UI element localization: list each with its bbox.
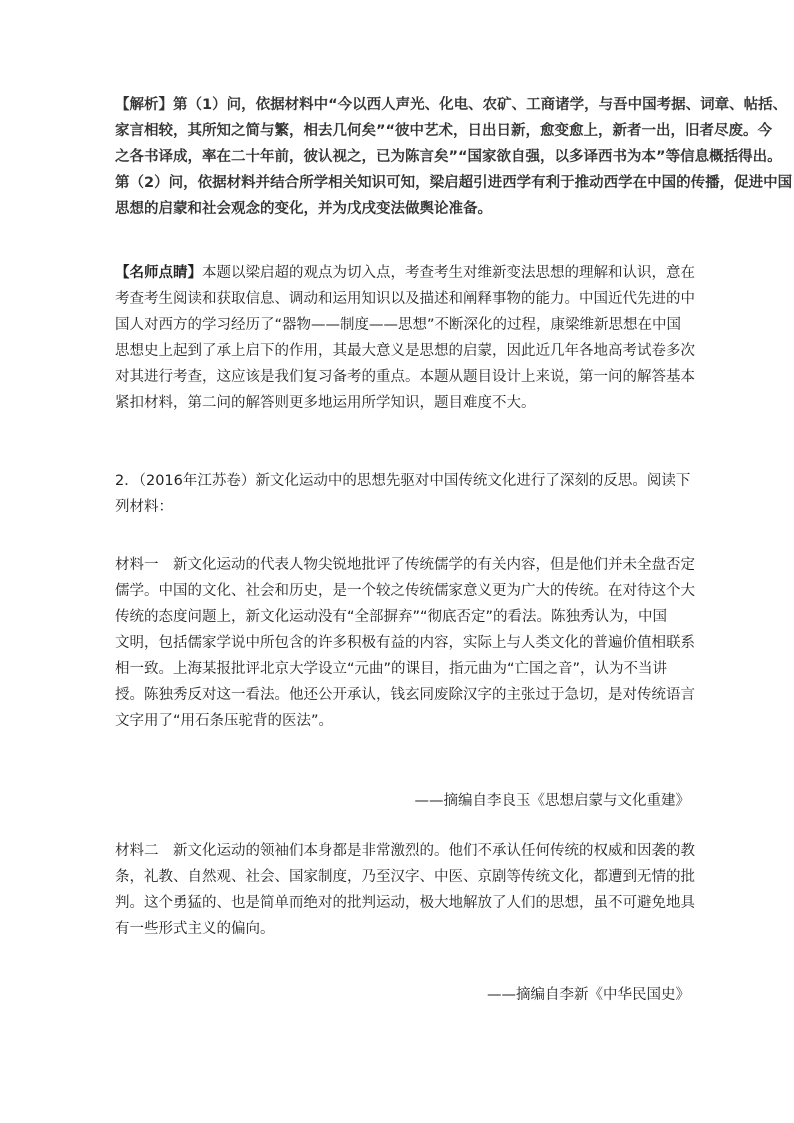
material-two-line-1: 材料二 新文化运动的领袖们本身都是非常激烈的。他们不承认任何传统的权威和因袭的教	[115, 843, 695, 859]
question-section	[115, 468, 691, 520]
teacher-tip-line-4: 思想史上起到了承上启下的作用，其最大意义是思想的启蒙，因此近几年各地高考试卷多次	[115, 343, 695, 359]
material-one-line-1: 材料一 新文化运动的代表人物尖锐地批评了传统儒学的有关内容，但是他们并未全盘否定	[115, 557, 695, 573]
analysis-line-1: 【解析】第（1）问，依据材料中“今以西人声光、化电、农矿、工商诸学，与吾中国考据、词章、帖括、	[115, 97, 788, 113]
material-two-source: ——摘编自李新《中华民国史》	[487, 987, 690, 1003]
teacher-tip-line-1: 【名师点睛】本题以梁启超的观点为切入点，考查考生对维新变法思想的理解和认识，意在	[115, 265, 695, 281]
analysis-section	[115, 92, 793, 222]
analysis-line-2: 家言相较，其所知之简与繁，相去几何矣”“彼中艺术，日出日新，愈变愈上，新者一出，旧者尽废。今	[115, 123, 773, 139]
material-one-line-4: 文明，包括儒家学说中所包含的许多积极有益的内容，实际上与人类文化的普遍价值相联系	[115, 635, 695, 651]
material-two-line-3: 判。这个勇猛的、也是简单而绝对的批判运动，极大地解放了人们的思想，虽不可避免地具	[115, 895, 695, 911]
analysis-line-3: 之各书译成，率在二十年前，彼认视之，已为陈言矣”“国家欲自强，以多译西书为本”等信息概括得出。	[115, 149, 782, 165]
teacher-tip-line-2: 考查考生阅读和获取信息、调动和运用知识以及描述和阐释事物的能力。中国近代先进的中	[115, 291, 695, 307]
material-one-line-7: 文字用了“用石条压驼背的医法”。	[115, 713, 334, 729]
analysis-line-5: 思想的启蒙和社会观念的变化，并为戊戌变法做舆论准备。	[115, 201, 492, 217]
material-one-line-3: 传统的态度问题上，新文化运动没有“全部摒弃”“彻底否定”的看法。陈独秀认为，中国	[115, 609, 668, 625]
material-two-section	[115, 838, 695, 942]
material-one-source: ——摘编自李良玉《思想启蒙与文化重建》	[414, 793, 690, 809]
material-one-section	[115, 552, 695, 734]
teacher-tip-line-3: 国人对西方的学习经历了“器物——制度——思想”不断深化的过程，康梁维新思想在中国	[115, 317, 682, 333]
material-two-line-4: 有一些形式主义的偏向。	[115, 921, 275, 937]
teacher-tip-line-5: 对其进行考查，这应该是我们复习备考的重点。本题从题目设计上来说，第一问的解答基本	[115, 369, 695, 385]
material-two-line-2: 条，礼教、自然观、社会、国家制度，乃至汉字、中医、京剧等传统文化，都遭到无情的批	[115, 869, 695, 885]
question-line-1: 2．（2016年江苏卷）新文化运动中的思想先驱对中国传统文化进行了深刻的反思。阅读下	[115, 473, 691, 489]
analysis-label: 【解析】	[115, 97, 173, 113]
analysis-line-4: 第（2）问，依据材料并结合所学相关知识可知，梁启超引进西学有利于推动西学在中国的传播，促进中国	[115, 175, 793, 191]
material-one-line-6: 授。陈独秀反对这一看法。他还公开承认，钱玄同废除汉字的主张过于急切，是对传统语言	[115, 687, 695, 703]
teacher-tip-section	[115, 260, 695, 416]
material-one-line-2: 儒学。中国的文化、社会和历史，是一个较之传统儒家意义更为广大的传统。在对待这个大	[115, 583, 695, 599]
teacher-tip-line-6: 紧扣材料，第二问的解答则更多地运用所学知识，题目难度不大。	[115, 395, 536, 411]
teacher-tip-label: 【名师点睛】	[115, 265, 202, 281]
material-one-line-5: 相一致。上海某报批评北京大学设立“元曲”的课目，指元曲为“亡国之音”，认为不当讲	[115, 661, 668, 677]
question-line-2: 列材料：	[115, 499, 173, 515]
